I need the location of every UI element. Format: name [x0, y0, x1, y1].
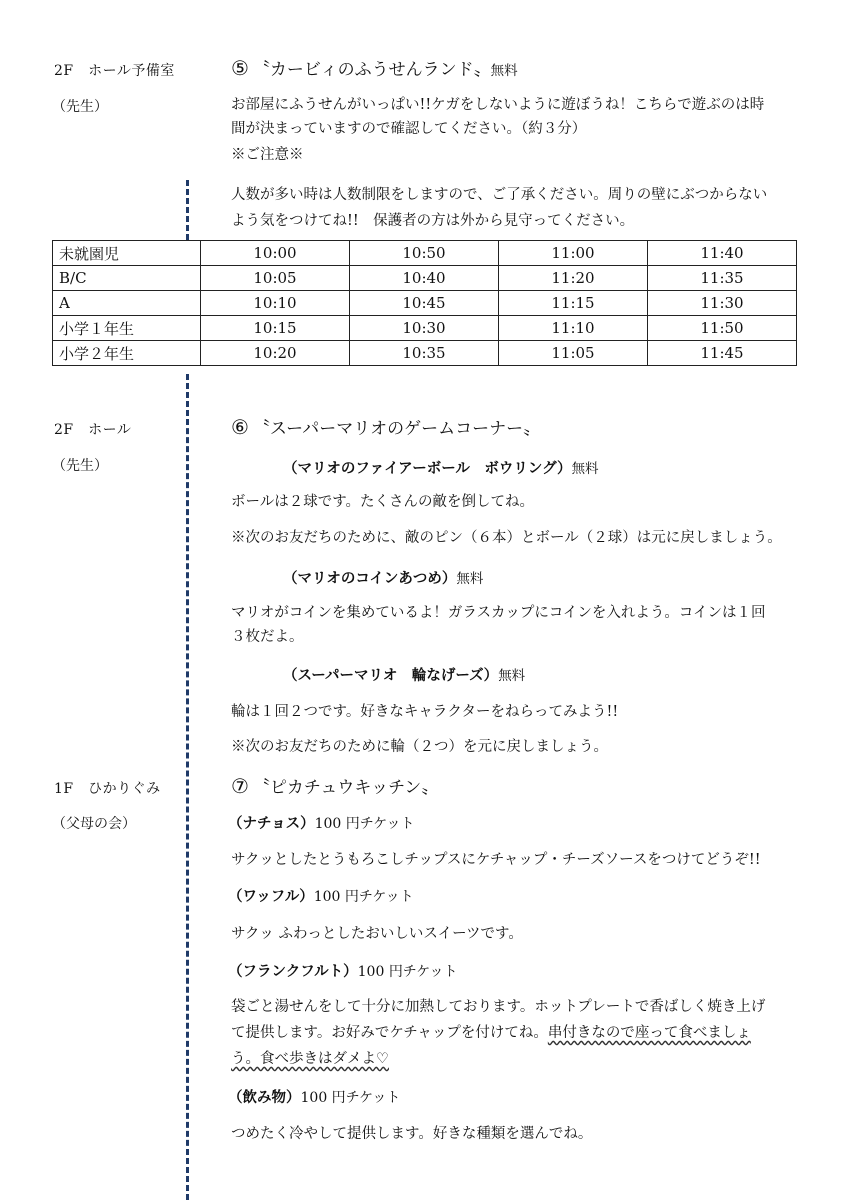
price-label: 100 円チケット	[313, 889, 414, 905]
price-label: 100 円チケット	[300, 1090, 401, 1106]
group-cell: 小学２年生	[53, 341, 201, 366]
section-title-text: 〝スーパーマリオのゲームコーナー〟	[252, 419, 541, 439]
section-number: ⑤	[231, 56, 249, 80]
game-name-text: （マリオのファイアーボール ボウリング）	[283, 461, 572, 477]
text-line: 間が決まっていますので確認してください。（約３分）	[231, 121, 587, 137]
text-line: 袋ごと湯せんをして十分に加熱しております。ホットプレートで香ばしく焼き上げ	[231, 999, 766, 1015]
game-name-text: （マリオのコインあつめ）	[283, 571, 457, 587]
time-cell: 11:15	[499, 291, 648, 316]
text-line: つめたく冷やして提供します。好きな種類を選んでね。	[231, 1126, 593, 1142]
text-segment: て提供します。お好みでケチャップを付けてね。	[231, 1025, 548, 1041]
game-name	[283, 457, 599, 478]
menu-item-name	[228, 885, 414, 906]
section-title	[231, 414, 540, 439]
menu-item-name	[228, 1086, 400, 1107]
text-line	[231, 1046, 765, 1072]
text-line: ボールは２球です。たくさんの敵を倒してね。	[231, 494, 535, 510]
text-line: サクッ ふわっとしたおいしいスイーツです。	[231, 926, 523, 942]
menu-item-name	[228, 960, 458, 981]
game-name	[283, 664, 525, 685]
free-label: 無料	[571, 461, 599, 477]
menu-item-name-text: （ナチョス）	[228, 816, 315, 832]
time-cell: 10:15	[201, 316, 350, 341]
staff-label: （先生）	[52, 458, 108, 474]
underlined-text: 串付きなので座って食べましょ	[547, 1025, 751, 1041]
location-label: 1F ひかりぐみ	[54, 781, 161, 797]
staff-label: （父母の会）	[52, 816, 136, 832]
time-cell: 11:35	[648, 266, 797, 291]
time-cell: 10:10	[201, 291, 350, 316]
time-cell: 11:05	[499, 341, 648, 366]
text-line	[231, 1020, 765, 1046]
location-label: 2F ホール	[54, 422, 132, 438]
time-cell: 10:20	[201, 341, 350, 366]
time-cell: 11:10	[499, 316, 648, 341]
text-line: お部屋にふうせんがいっぱい!!ケガをしないように遊ぼうね！こちらで遊ぶのは時	[231, 97, 765, 113]
location-label: 2F ホール予備室	[54, 63, 175, 79]
underlined-text: う。食べ歩きはダメよ♡	[231, 1051, 389, 1067]
table-row	[53, 316, 797, 341]
text-line: 輪は１回２つです。好きなキャラクターをねらってみよう!!	[231, 704, 619, 720]
item-description	[231, 994, 765, 1072]
time-cell: 10:00	[201, 241, 350, 266]
group-cell: 未就園児	[53, 241, 201, 266]
section-number: ⑦	[231, 774, 249, 798]
time-cell: 11:20	[499, 266, 648, 291]
section-title-text: 〝ピカチュウキッチン〟	[252, 778, 439, 798]
table-row	[53, 341, 797, 366]
text-line: ※ご注意※	[231, 147, 304, 163]
staff-label: （先生）	[52, 99, 108, 115]
divider-dashed-2	[186, 374, 189, 1200]
text-line: マリオがコインを集めているよ！ガラスカップにコインを入れよう。コインは１回	[231, 605, 766, 621]
section-title	[231, 55, 518, 80]
text-line: よう気をつけてね!! 保護者の方は外から見守ってください。	[231, 213, 635, 229]
menu-item-name-text: （飲み物）	[228, 1090, 301, 1106]
table-row	[53, 241, 797, 266]
group-cell: A	[53, 291, 201, 316]
group-cell: 小学１年生	[53, 316, 201, 341]
text-line: ※次のお友だちのために輪（２つ）を元に戻しましょう。	[231, 739, 608, 755]
menu-item-name-text: （フランクフルト）	[228, 964, 358, 980]
table-row	[53, 266, 797, 291]
time-cell: 10:35	[350, 341, 499, 366]
menu-item-name-text: （ワッフル）	[228, 889, 314, 905]
time-cell: 10:30	[350, 316, 499, 341]
schedule-table	[52, 240, 797, 366]
free-label: 無料	[490, 63, 518, 79]
menu-item-name	[228, 812, 415, 833]
game-name	[283, 567, 483, 588]
time-cell: 10:50	[350, 241, 499, 266]
section-title-text: 〝カービィのふうせんランド〟	[252, 60, 491, 80]
notice-text	[231, 182, 767, 234]
time-cell: 11:50	[648, 316, 797, 341]
section-title	[231, 773, 438, 798]
time-cell: 10:05	[201, 266, 350, 291]
text-line: ３枚だよ。	[231, 629, 304, 645]
text-line: ※次のお友だちのために、敵のピン（６本）とボール（２球）は元に戻しましょう。	[231, 530, 782, 546]
group-cell: B/C	[53, 266, 201, 291]
text-line: 人数が多い時は人数制限をしますので、ご了承ください。周りの壁にぶつからない	[231, 187, 768, 203]
time-cell: 11:45	[648, 341, 797, 366]
divider-dashed-1	[186, 180, 189, 240]
time-cell: 11:00	[499, 241, 648, 266]
time-cell: 11:40	[648, 241, 797, 266]
time-cell: 11:30	[648, 291, 797, 316]
time-cell: 10:45	[350, 291, 499, 316]
price-label: 100 円チケット	[357, 964, 458, 980]
section-number: ⑥	[231, 415, 249, 439]
game-description	[231, 601, 765, 649]
time-cell: 10:40	[350, 266, 499, 291]
text-line: サクッとしたとうもろこしチップスにケチャップ・チーズソースをつけてどうぞ!!	[231, 852, 761, 868]
free-label: 無料	[456, 571, 484, 587]
free-label: 無料	[498, 668, 526, 684]
price-label: 100 円チケット	[314, 816, 415, 832]
game-name-text: （スーパーマリオ 輪なげーズ）	[283, 668, 499, 684]
table-row	[53, 291, 797, 316]
section-description	[231, 93, 764, 167]
